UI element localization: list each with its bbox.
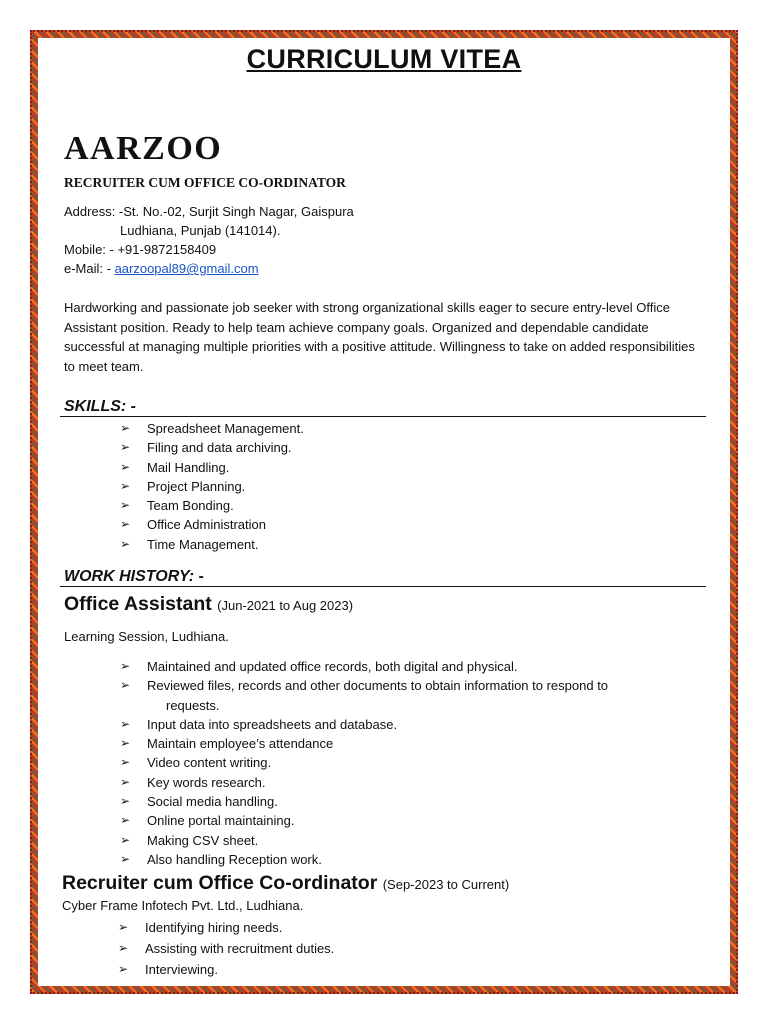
arrow-bullet-icon: ➢: [120, 736, 131, 751]
document-heading: CURRICULUM VITEA: [246, 44, 522, 74]
skills-heading: SKILLS: -: [64, 398, 136, 415]
job-period-1: (Jun-2021 to Aug 2023): [217, 598, 354, 613]
list-item: ➢ Mail Handling.: [120, 458, 304, 477]
list-item: ➢ Office Administration: [120, 515, 304, 534]
company-1: Learning Session, Ludhiana.: [64, 629, 229, 644]
arrow-bullet-icon: ➢: [120, 832, 131, 847]
candidate-name: AARZOO: [64, 130, 223, 167]
job-1-duties: [120, 657, 608, 869]
arrow-bullet-icon: ➢: [118, 941, 129, 955]
address-label: Address: -: [64, 204, 124, 219]
list-item: ➢ Assisting with recruitment duties.: [118, 938, 334, 959]
list-item: ➢ Interviewing.: [118, 959, 334, 980]
arrow-bullet-icon: ➢: [120, 774, 131, 789]
arrow-bullet-icon: ➢: [120, 440, 131, 455]
list-item: ➢ Social media handling.: [120, 792, 608, 811]
list-item: ➢ Video content writing.: [120, 753, 608, 772]
work-history-section-header: [60, 567, 706, 587]
skills-section-header: [60, 397, 706, 417]
arrow-bullet-icon: ➢: [120, 716, 131, 731]
list-item: ➢ Maintain employee’s attendance: [120, 734, 608, 753]
arrow-bullet-icon: ➢: [120, 794, 131, 809]
arrow-bullet-icon: ➢: [120, 755, 131, 770]
list-item: ➢ Project Planning.: [120, 477, 304, 496]
list-item: ➢ Input data into spreadsheets and database.: [120, 715, 608, 734]
email-label: e-Mail: -: [64, 261, 115, 276]
arrow-bullet-icon: ➢: [120, 659, 131, 673]
job-title-2: [62, 872, 509, 895]
address-line-2: Ludhiana, Punjab (141014).: [120, 223, 281, 238]
list-item: ➢ Filing and data archiving.: [120, 438, 304, 457]
email-link[interactable]: aarzoopal89@gmail.com: [114, 261, 259, 276]
arrow-bullet-icon: ➢: [120, 459, 131, 474]
list-item: ➢ Spreadsheet Management.: [120, 419, 304, 438]
arrow-bullet-icon: ➢: [120, 851, 131, 866]
job-title-1: [64, 593, 353, 616]
mobile-number: Mobile: - +91-9872158409: [64, 242, 217, 257]
list-item: ➢ Key words research.: [120, 773, 608, 792]
arrow-bullet-icon: ➢: [120, 813, 131, 828]
arrow-bullet-icon: ➢: [120, 536, 131, 551]
arrow-bullet-icon: ➢: [118, 920, 129, 934]
job-2-duties: [118, 917, 334, 980]
work-history-heading: WORK HISTORY: -: [64, 568, 204, 585]
arrow-bullet-icon: ➢: [120, 498, 131, 513]
skills-list: [120, 419, 304, 554]
list-item: ➢ Identifying hiring needs.: [118, 917, 334, 938]
candidate-role: RECRUITER CUM OFFICE CO-ORDINATOR: [64, 175, 346, 190]
profile-summary: Hardworking and passionate job seeker with strong organizational skills eager to secure entry-level Office Assistant position. Ready to help team achieve company goals. Organized and dependable candidate successful at managing multiple priorities with a positive attitude. Willingness to take on added responsibilities to meet team.: [64, 300, 695, 374]
list-item: ➢ Making CSV sheet.: [120, 831, 608, 850]
list-item-continuation: requests.: [166, 697, 220, 713]
company-2: Cyber Frame Infotech Pvt. Ltd., Ludhiana.: [62, 898, 304, 913]
list-item: ➢ Also handling Reception work.: [120, 850, 608, 869]
list-item: ➢ Time Management.: [120, 535, 304, 554]
address-value-1: St. No.-02, Surjit Singh Nagar, Gaispura: [123, 204, 354, 219]
list-item: ➢ Online portal maintaining.: [120, 811, 608, 830]
job-title-1-text: Office Assistant: [64, 593, 212, 615]
job-period-2: (Sep-2023 to Current): [382, 877, 510, 892]
list-item: ➢ Maintained and updated office records, both digital and physical.: [120, 657, 608, 676]
address-line-1: [64, 202, 354, 221]
arrow-bullet-icon: ➢: [120, 517, 131, 532]
arrow-bullet-icon: ➢: [118, 962, 129, 976]
arrow-bullet-icon: ➢: [120, 678, 131, 693]
job-title-2-text: Recruiter cum Office Co-ordinator: [62, 872, 378, 894]
arrow-bullet-icon: ➢: [120, 421, 131, 435]
list-item: ➢ Team Bonding.: [120, 496, 304, 515]
email-row: [64, 259, 259, 278]
arrow-bullet-icon: ➢: [120, 478, 131, 493]
list-item: ➢ Reviewed files, records and other documents to obtain information to respond to: [120, 676, 608, 695]
